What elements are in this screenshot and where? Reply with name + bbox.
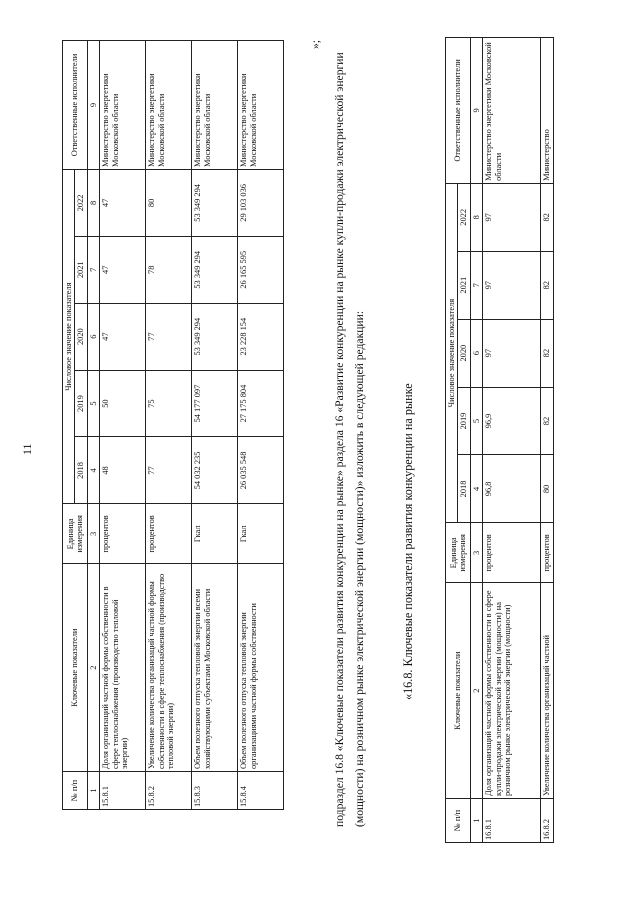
row-value: 77 — [146, 303, 192, 370]
index-cell: 1 — [470, 799, 482, 843]
row-unit: процентов — [483, 523, 541, 583]
header-year: 2021 — [75, 236, 87, 303]
index-cell: 1 — [87, 772, 99, 810]
row-responsible: Министерство энергетики Московской области — [192, 41, 238, 170]
row-value: 23 228 154 — [238, 303, 284, 370]
indicators-table-16-8 — [445, 37, 554, 843]
row-value: 29 103 036 — [238, 169, 284, 236]
row-value: 80 — [146, 169, 192, 236]
header-year: 2021 — [458, 251, 470, 319]
header-indicator: Ключевые показатели — [63, 564, 88, 772]
row-indicator: Объем полезного отпуска тепловой энергии организациями частной формы собственности — [238, 564, 284, 772]
header-year: 2020 — [75, 303, 87, 370]
row-num: 16.8.1 — [483, 799, 541, 843]
header-year: 2022 — [75, 169, 87, 236]
row-indicator: Увеличение количества организаций частной формы собственности в сфере теплоснабжения (производство тепловой энергии) — [146, 564, 192, 772]
amendment-paragraph: подраздел 16.8 «Ключевые показатели развития конкуренции на рынке» раздела 16 «Развитие конкуренции на рынке купли-продажи электрической энергии (мощности) на розничном рынке электрической энергии (мощности)» изложить в следующей редакции: — [333, 52, 366, 827]
row-value: 48 — [100, 437, 146, 504]
row-value: 47 — [100, 169, 146, 236]
row-value: 82 — [541, 319, 553, 387]
row-value: 53 349 294 — [192, 236, 238, 303]
header-year: 2018 — [458, 455, 470, 523]
header-values-group: Числовое значение показателя — [446, 183, 458, 523]
row-responsible: Министерство энергетики Московской области — [100, 41, 146, 170]
header-values-group: Числовое значение показателя — [63, 169, 75, 503]
row-value: 26 035 548 — [238, 437, 284, 504]
row-value: 78 — [146, 236, 192, 303]
page-number: 11 — [20, 443, 34, 455]
row-value: 96,9 — [483, 387, 541, 455]
row-indicator: Доля организаций частной формы собственности в сфере теплоснабжения (производство тепловой энергии) — [100, 564, 146, 772]
row-unit: процентов — [100, 504, 146, 564]
row-unit: процентов — [146, 504, 192, 564]
index-cell: 2 — [87, 564, 99, 772]
indicators-table-15-8 — [62, 40, 284, 810]
header-year: 2019 — [75, 370, 87, 437]
index-cell: 7 — [87, 236, 99, 303]
row-num: 15.8.2 — [146, 772, 192, 810]
header-responsible: Ответственные исполнители — [446, 38, 471, 184]
row-value: 53 349 294 — [192, 303, 238, 370]
row-value: 97 — [483, 251, 541, 319]
row-value: 80 — [541, 455, 553, 523]
index-cell: 4 — [470, 455, 482, 523]
row-value: 77 — [146, 437, 192, 504]
row-indicator: Увеличение количества организаций частной — [541, 583, 553, 799]
row-num: 15.8.1 — [100, 772, 146, 810]
index-cell: 2 — [470, 583, 482, 799]
row-value: 54 032 235 — [192, 437, 238, 504]
row-responsible: Министерство энергетики Московской области — [238, 41, 284, 170]
header-year: 2020 — [458, 319, 470, 387]
index-cell: 5 — [87, 370, 99, 437]
row-value: 82 — [541, 387, 553, 455]
row-value: 54 177 097 — [192, 370, 238, 437]
row-unit: Гкал — [238, 504, 284, 564]
row-value: 47 — [100, 303, 146, 370]
row-responsible: Министерство — [541, 38, 553, 184]
header-num: № п/п — [446, 799, 471, 843]
header-year: 2019 — [458, 387, 470, 455]
header-num: № п/п — [63, 772, 88, 810]
table-row — [146, 41, 192, 810]
row-value: 50 — [100, 370, 146, 437]
index-cell: 9 — [470, 38, 482, 184]
row-value: 82 — [541, 183, 553, 251]
row-num: 15.8.3 — [192, 772, 238, 810]
section-heading: «16.8. Ключевые показатели развития конкуренции на рынке — [401, 383, 415, 700]
row-value: 75 — [146, 370, 192, 437]
closing-quote: »; — [309, 39, 322, 49]
index-cell: 8 — [470, 183, 482, 251]
row-value: 97 — [483, 183, 541, 251]
row-value: 53 349 294 — [192, 169, 238, 236]
index-cell: 3 — [470, 523, 482, 583]
row-unit: Гкал — [192, 504, 238, 564]
row-unit: процентов — [541, 523, 553, 583]
header-unit: Единица измерения — [63, 504, 88, 564]
table-row — [238, 41, 284, 810]
index-cell: 8 — [87, 169, 99, 236]
row-value: 97 — [483, 319, 541, 387]
index-cell: 9 — [87, 41, 99, 170]
row-value: 96,8 — [483, 455, 541, 523]
index-cell: 5 — [470, 387, 482, 455]
row-num: 16.8.2 — [541, 799, 553, 843]
index-cell: 3 — [87, 504, 99, 564]
table-row — [100, 41, 146, 810]
table-row — [541, 38, 553, 843]
table-row — [483, 38, 541, 843]
row-value: 47 — [100, 236, 146, 303]
row-indicator: Доля организаций частной формы собственности в сфере купли-продажи электрической энергии (мощности) на розничном рынке электрической энергии (мощности) — [483, 583, 541, 799]
header-year: 2018 — [75, 437, 87, 504]
row-responsible: Министерство энергетики Московской области — [146, 41, 192, 170]
index-cell: 6 — [87, 303, 99, 370]
index-cell: 6 — [470, 319, 482, 387]
row-value: 27 175 804 — [238, 370, 284, 437]
row-responsible: Министерство энергетики Московской области — [483, 38, 541, 184]
row-value: 26 165 595 — [238, 236, 284, 303]
index-cell: 7 — [470, 251, 482, 319]
header-indicator: Ключевые показатели — [446, 583, 471, 799]
row-num: 15.8.4 — [238, 772, 284, 810]
row-indicator: Объем полезного отпуска тепловой энергии всеми хозяйствующими субъектами Московской области — [192, 564, 238, 772]
row-value: 82 — [541, 251, 553, 319]
header-responsible: Ответственные исполнители — [63, 41, 88, 170]
table-row — [192, 41, 238, 810]
header-unit: Единица измерения — [446, 523, 471, 583]
header-year: 2022 — [458, 183, 470, 251]
index-cell: 4 — [87, 437, 99, 504]
